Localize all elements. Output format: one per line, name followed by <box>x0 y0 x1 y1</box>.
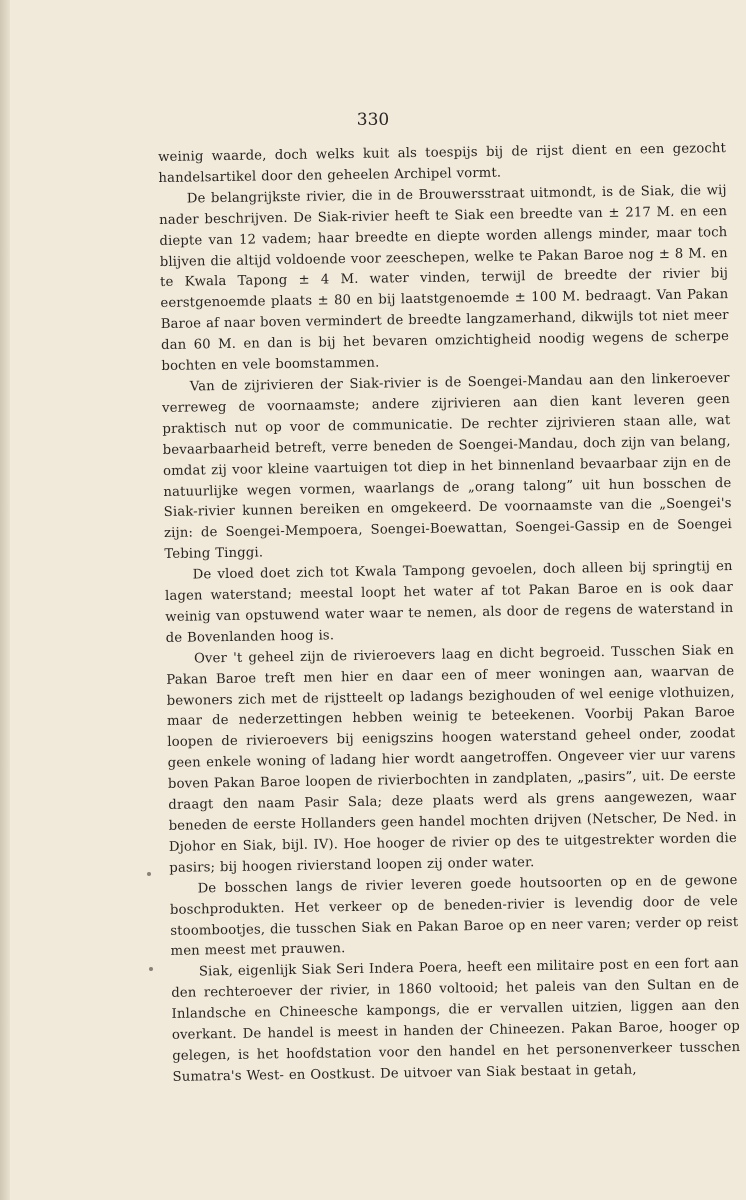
margin-dot <box>147 872 151 876</box>
paragraph: weinig waarde, doch welks kuit als toespijs bij de rijst dient en een gezocht handelsartikel door den geheelen Archipel vormt. <box>158 141 727 186</box>
margin-dot <box>149 967 153 971</box>
paragraph: De vloed doet zich tot Kwala Tampong gevoelen, doch alleen bij springtij en lagen waterstand; meestal loopt het water af tot Pakan Baroe en is ook daar weinig van opstuwend water waar te nemen, als door de regens de waterstand in de Bovenlanden hoog is. <box>164 559 734 646</box>
paragraph: Van de zijrivieren der Siak-rivier is de Soengei-Mandau aan den linkeroever verreweg de voornaamste; andere zijrivieren aan dien kant leveren geen praktisch nut op voor de communicatie. De rechter zijrivieren staan alle, wat bevaarbaarheid betreft, verre beneden de Soengei-Mandau, doch zijn van belang, omdat zij voor kleine vaartuigen tot diep in het binnenland bevaarbaar zijn en de natuurlijke wegen vormen, waarlangs de „orang talong” uit hun bosschen de Siak-rivier kunnen bereiken en omgekeerd. De voornaamste van die „Soengei's zijn: de Soengei-Mempoera, Soengei-Boewattan, Soengei-Gassip en de Soengei Tebing Tinggi. <box>161 371 733 563</box>
paragraph: De belangrijkste rivier, die in de Brouwersstraat uitmondt, is de Siak, die wij nader beschrijven. De Siak-rivier heeft te Siak een breedte van ± 217 M. en een diepte van 12 vadem; haar breedte en diepte worden allengs minder, maar toch blijven die altijd voldoende voor zeeschepen, welke te Pakan Baroe nog ± 8 M. en te Kwala Tapong ± 4 M. water vinden, terwijl de breedte der rivier bij eerstgenoemde plaats ± 80 en bij laatstgenoemde ± 100 M. bedraagt. Van Pakan Baroe af naar boven vermindert de breedte langzamerhand, dikwijls tot niet meer dan 60 M. en dan is bij het bevaren omzichtigheid noodig wegens de scherpe bochten en vele boomstammen. <box>159 182 730 375</box>
page-number: 330 <box>356 110 390 130</box>
page-gutter <box>0 0 10 1200</box>
paragraph: De bosschen langs de rivier leveren goede houtsoorten op en de gewone boschprodukten. Het verkeer op de beneden-rivier is levendig door de vele stoombootjes, die tusschen Siak en Pakan Baroe op en neer varen; verder op reist men meest met prauwen. <box>169 872 739 960</box>
paragraph: Over 't geheel zijn de rivieroevers laag en dicht begroeid. Tusschen Siak en Pakan Baroe treft men hier en daar een of meer woningen aan, waarvan de bewoners zich met de rijstteelt op ladangs bezighouden of wel eenige vlothuizen, maar de nederzettingen hebben weinig te beteekenen. Voorbij Pakan Baroe loopen de rivieroevers bij eenigszins hoogen waterstand geheel onder, zoodat geen enkele woning of ladang hier wordt aangetroffen. Ongeveer vier uur varens boven Pakan Baroe loopen de rivierbochten in zandplaten, „pasirs”, uit. De eerste draagt den naam Pasir Sala; deze plaats werd als grens aangewezen, waar beneden de eerste Hollanders geen handel mochten drijven (Netscher, De Ned. in Djohor en Siak, bijl. IV). Hoe hooger de rivier op des te uitgestrekter worden die pasirs; bij hoogen rivierstand loopen zij onder water. <box>166 642 738 876</box>
paragraph: Siak, eigenlijk Siak Seri Indera Poera, heeft een militaire post en een fort aan den rechteroever der rivier, in 1860 voltooid; het paleis van den Sultan en de Inlandsche en Chineesche kampongs, die er vervallen uitzien, liggen aan den overkant. De handel is meest in handen der Chineezen. Pakan Baroe, hooger op gelegen, is het hoofdstation voor den handel en het personenverkeer tusschen Sumatra's West- en Oostkust. De uitvoer van Siak bestaat in getah, <box>171 956 741 1085</box>
body-text <box>158 139 741 1089</box>
